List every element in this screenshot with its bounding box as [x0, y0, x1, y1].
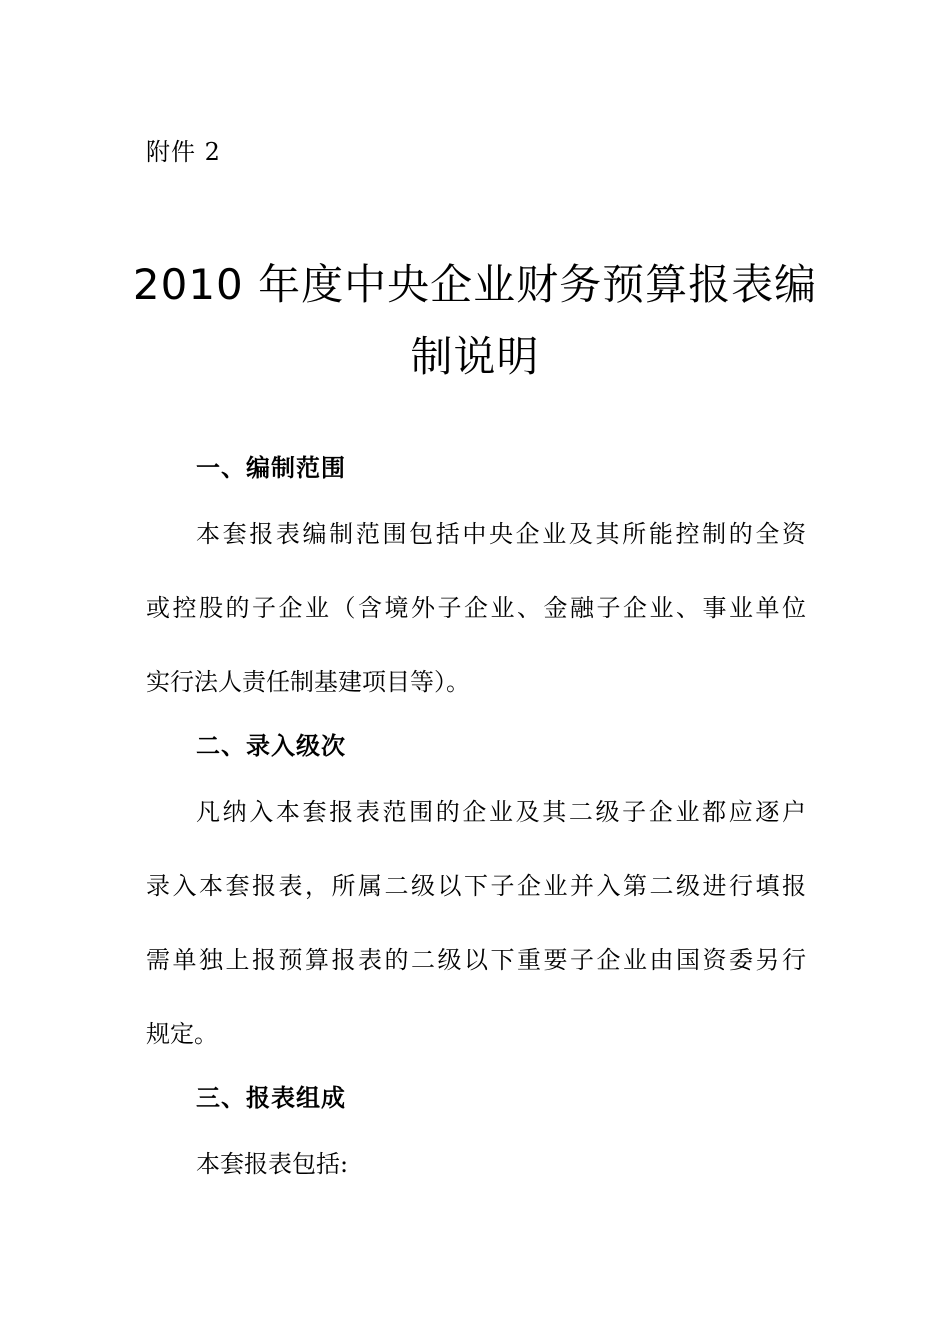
paragraph-line: 实行法人责任制基建项目等）。: [146, 668, 470, 696]
paragraph-line: 或控股的子企业（含境外子企业、金融子企业、事业单位: [146, 594, 806, 622]
section-heading-scope: 一、编制范围: [196, 454, 346, 482]
paragraph-line: 本套报表包括:: [196, 1150, 349, 1178]
section-heading-entry-level: 二、录入级次: [196, 732, 346, 760]
document-title-line-1: 2010 年度中央企业财务预算报表编: [132, 260, 818, 309]
paragraph-line: 录入本套报表，所属二级以下子企业并入第二级进行填报: [146, 872, 806, 900]
paragraph-line: 凡纳入本套报表范围的企业及其二级子企业都应逐户: [196, 798, 806, 826]
paragraph-line: 规定。: [146, 1020, 218, 1048]
attachment-label: 附件 2: [146, 138, 221, 166]
paragraph-line: 需单独上报预算报表的二级以下重要子企业由国资委另行: [146, 946, 806, 974]
paragraph-line: 本套报表编制范围包括中央企业及其所能控制的全资: [196, 520, 806, 548]
document-title-line-2: 制说明: [410, 332, 540, 381]
section-heading-report-composition: 三、报表组成: [196, 1084, 346, 1112]
